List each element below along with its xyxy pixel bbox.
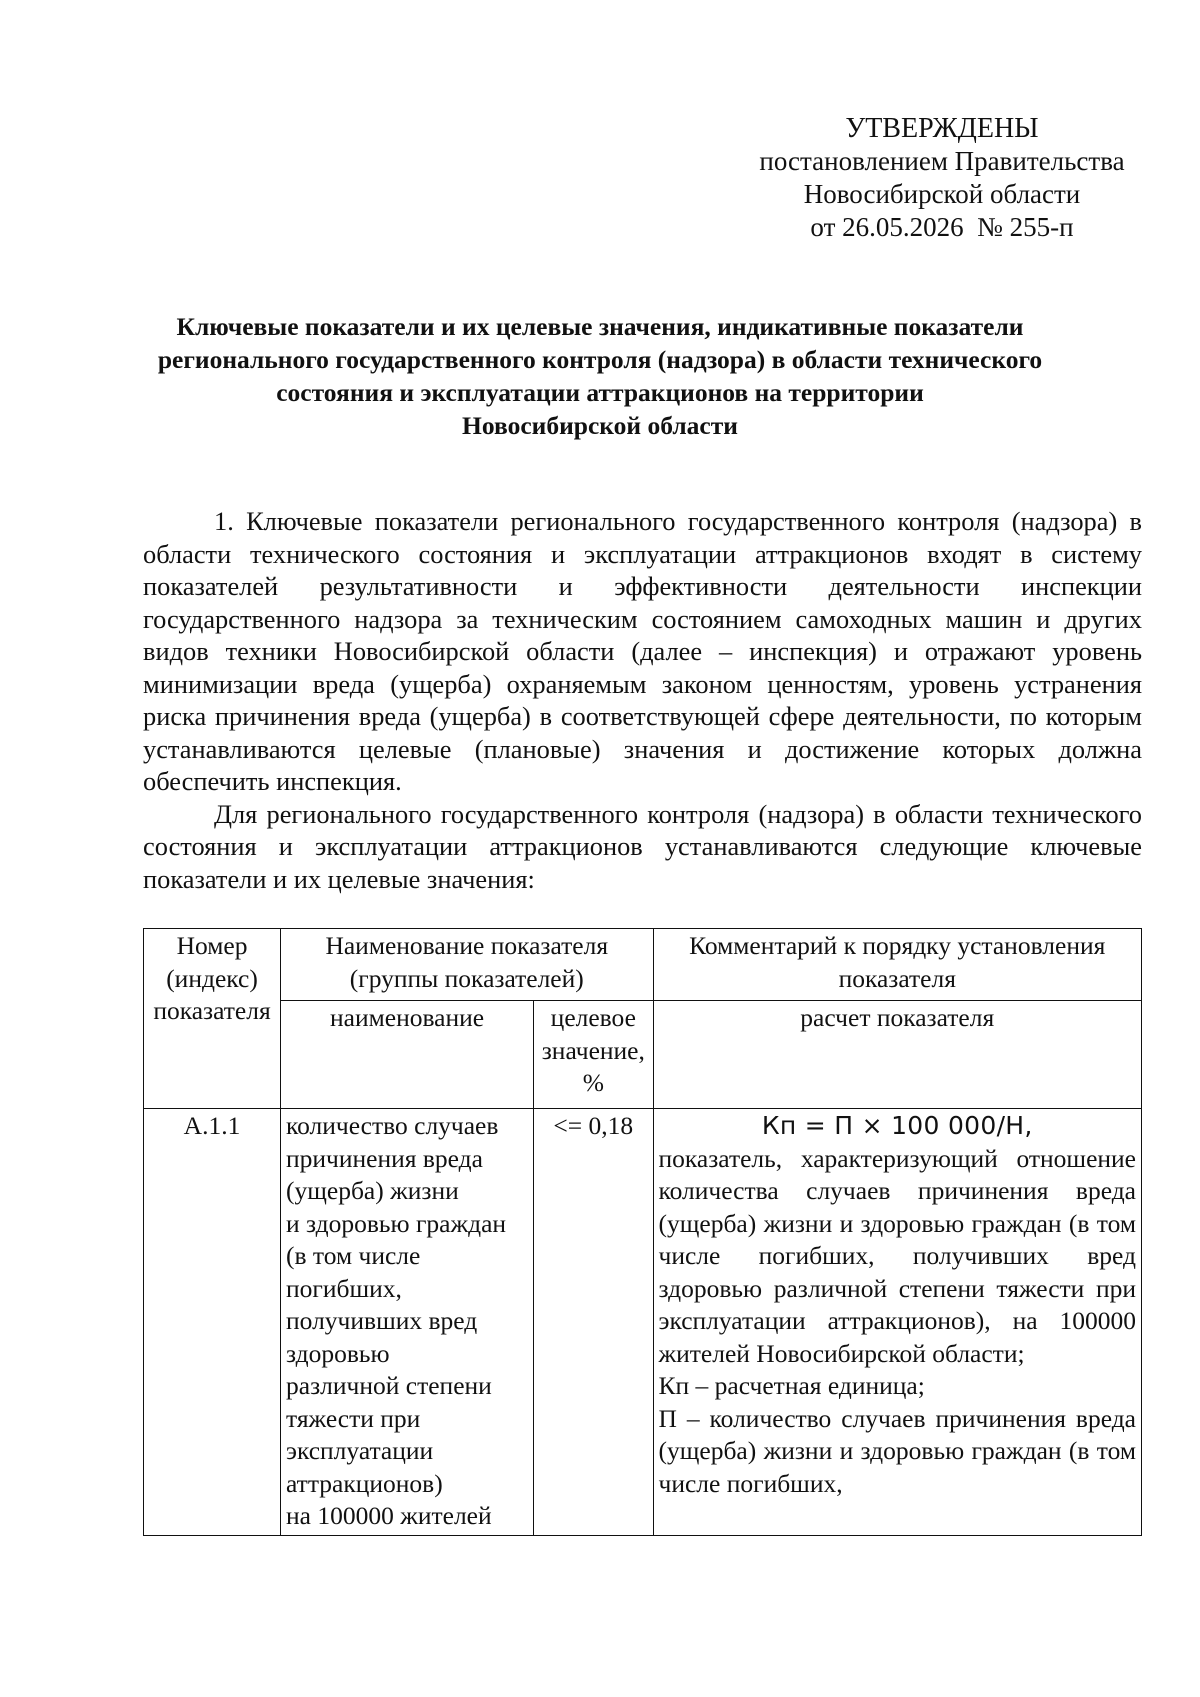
header-target: целевое значение, %	[534, 1001, 653, 1109]
indicator-name-line: и здоровью граждан	[286, 1208, 507, 1238]
indicator-name-line: причинения вреда	[286, 1143, 483, 1173]
calculation-variable-p: П – количество случаев причинения вреда (ущерба) жизни и здоровью граждан (в том числе погибших,	[658, 1403, 1136, 1498]
table-header-row	[144, 929, 1142, 1001]
calculation-variable-kp: Кп – расчетная единица;	[658, 1371, 925, 1400]
body-text	[143, 505, 1142, 895]
indicator-name-line: количество случаев	[286, 1111, 499, 1140]
indicator-name-line: эксплуатации	[286, 1436, 434, 1465]
key-indicators-table	[143, 928, 1142, 1536]
indicator-name-line: различной степени	[286, 1371, 492, 1400]
indicator-name-line: на 100000 жителей	[286, 1501, 492, 1530]
calculation-formula: Кп = П × 100 000/Н,	[761, 1111, 1033, 1140]
paragraph-1: 1. Ключевые показатели регионального государственного контроля (надзора) в области технического состояния и эксплуатации аттракционов входят в систему показателей результативности и эффективности деятельности инспекции государственного надзора за техническим состоянием самоходных машин и других видов техники Новосибирской области (далее – инспекция) и отражают уровень минимизации вреда (ущерба) охраняемым законом ценностям, уровень устранения риска причинения вреда (ущерба) в соответствующей сфере деятельности, по которым устанавливаются целевые (плановые) значения и достижение которых должна обеспечить инспекция.	[143, 506, 1142, 796]
table-row	[144, 1109, 1142, 1536]
indicator-target-value: <= 0,18	[534, 1109, 653, 1536]
header-number: Номер (индекс) показателя	[144, 929, 281, 1109]
indicator-name-line: получивших вред	[286, 1306, 478, 1335]
indicator-name-line: аттракционов)	[286, 1468, 443, 1498]
header-name-group: Наименование показателя (группы показателей)	[281, 929, 653, 1001]
indicator-name-line: (ущерба) жизни	[286, 1176, 459, 1205]
indicator-name-line: погибших,	[286, 1273, 402, 1303]
title-line: Новосибирской области	[462, 411, 738, 440]
approval-heading: УТВЕРЖДЕНЫ	[845, 113, 1039, 144]
header-calculation: расчет показателя	[653, 1001, 1142, 1109]
indicator-calculation	[653, 1109, 1142, 1536]
approval-stamp	[752, 112, 1132, 244]
indicator-name	[281, 1109, 534, 1536]
calculation-description: показатель, характеризующий отношение количества случаев причинения вреда (ущерба) жизни и здоровью граждан (в том числе погибших, получивших вред здоровью различной степени тяжести при эксплуатации аттракционов), на 100000 жителей Новосибирской области;	[658, 1143, 1136, 1368]
indicator-name-line: здоровью	[286, 1338, 390, 1368]
title-line: состояния и эксплуатации аттракционов на территории	[276, 378, 924, 407]
paragraph-2: Для регионального государственного контроля (надзора) в области технического состояния и эксплуатации аттракционов устанавливаются следующие ключевые показатели и их целевые значения:	[143, 798, 1142, 894]
header-name: наименование	[281, 1001, 534, 1109]
table-subheader-row	[144, 1001, 1142, 1109]
approval-line: Новосибирской области	[803, 179, 1081, 209]
approval-date-number: от 26.05.2026 № 255-п	[810, 212, 1074, 242]
indicator-index: А.1.1	[144, 1109, 281, 1536]
title-line: Ключевые показатели и их целевые значения, индикативные показатели	[176, 312, 1024, 341]
header-comment-group: Комментарий к порядку установления показателя	[653, 929, 1142, 1001]
indicator-name-line: (в том числе	[286, 1241, 421, 1270]
indicator-name-line: тяжести при	[286, 1403, 421, 1433]
document-title	[140, 310, 1060, 442]
approval-line: постановлением Правительства	[759, 146, 1125, 176]
title-line: регионального государственного контроля (надзора) в области технического	[157, 345, 1043, 374]
